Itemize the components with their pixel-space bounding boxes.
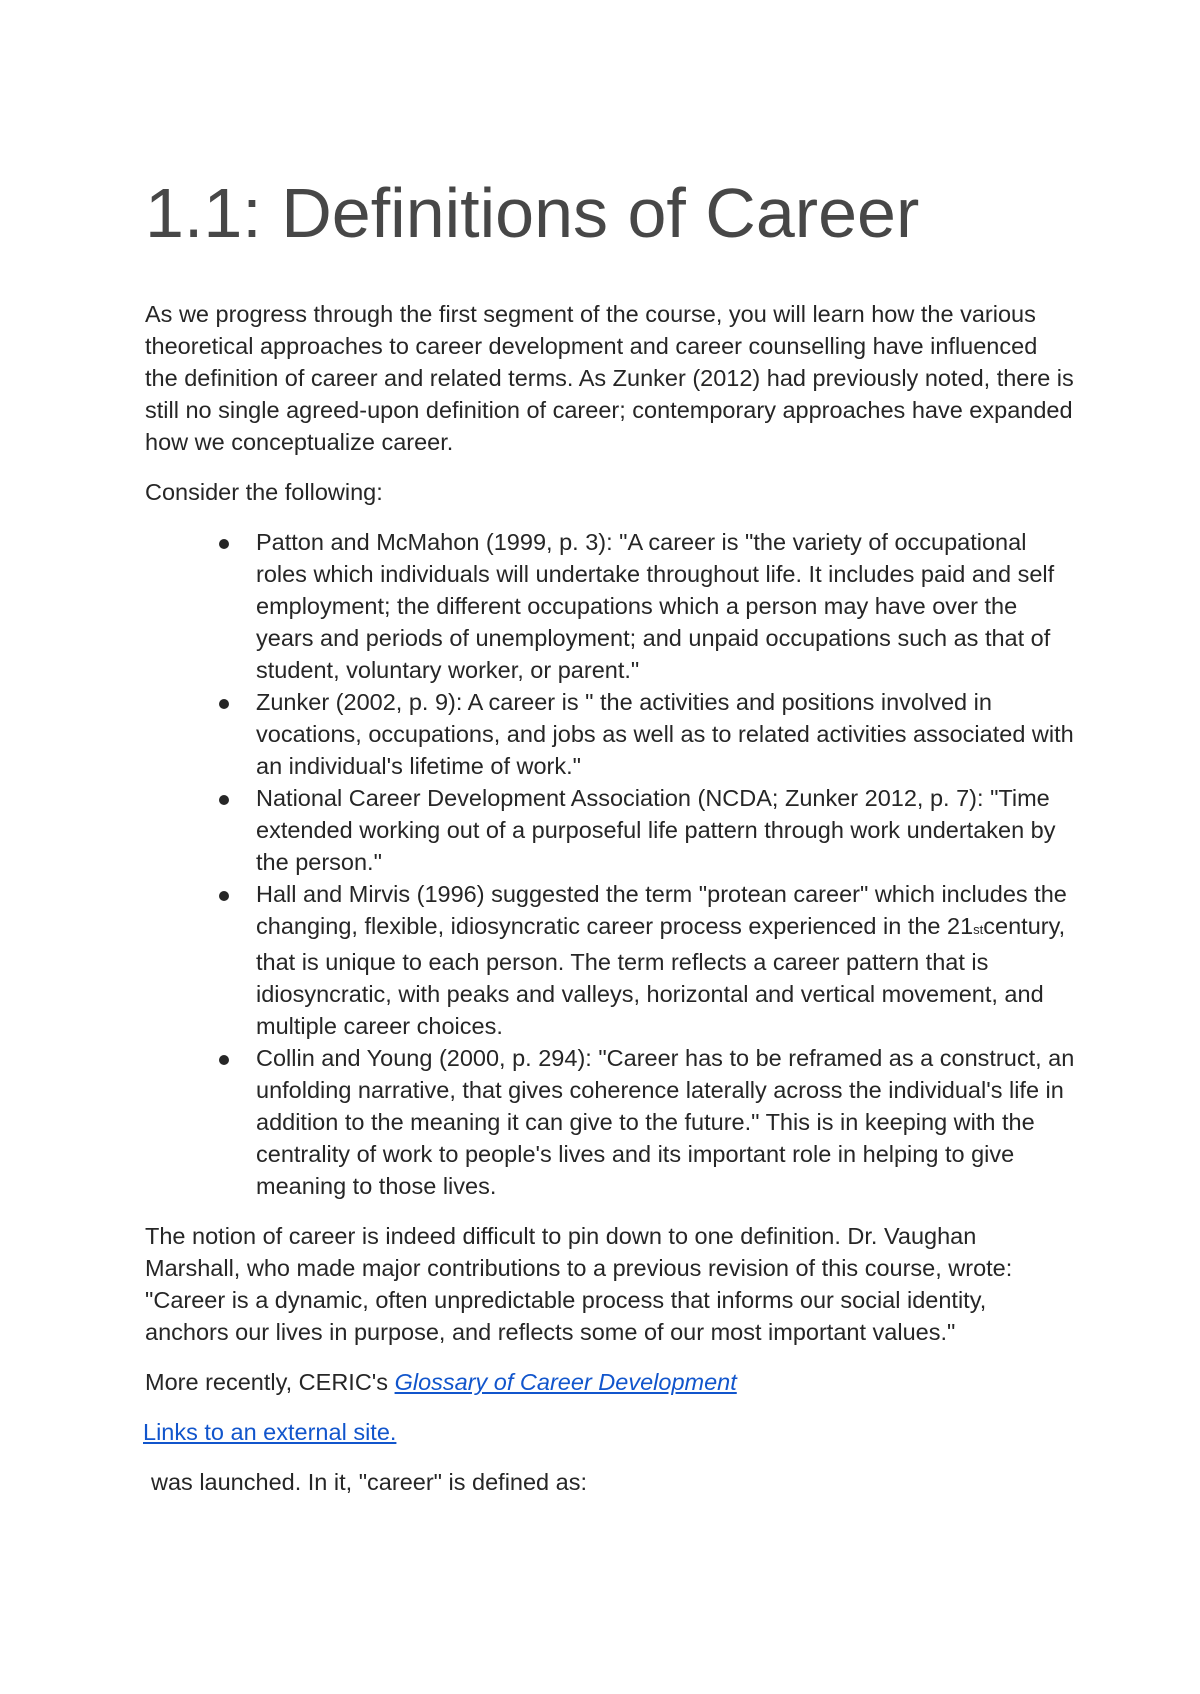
- list-item-collin: [256, 1042, 1075, 1202]
- launched-paragraph: was launched. In it, "career" is defined as:: [151, 1469, 588, 1495]
- list-item-text: Patton and McMahon (1999, p. 3): "A career is "the variety of occupational roles which individuals will undertake throughout life. It includes paid and self employment; the different occupations which a person may have over the years and periods of unemployment; and unpaid occupations such as that of student, voluntary worker, or parent.": [256, 529, 1055, 683]
- list-item-hall: [256, 878, 1075, 1042]
- list-item-patton: [256, 526, 1075, 686]
- page-title: 1.1: Definitions of Career: [145, 174, 920, 252]
- external-site-link[interactable]: Links to an external site.: [143, 1419, 397, 1445]
- recent-prefix: More recently, CERIC's: [145, 1369, 395, 1395]
- document-content: [145, 170, 1075, 1498]
- consider-paragraph: Consider the following:: [145, 479, 383, 505]
- list-item-text: Collin and Young (2000, p. 294): "Career has to be reframed as a construct, an unfolding narrative, that gives coherence laterally across the individual's life in addition to the meaning it can give to the future." This is in keeping with the centrality of work to people's lives and its important role in helping to give meaning to those lives.: [256, 1045, 1075, 1199]
- list-item-text: Hall and Mirvis (1996) suggested the term "protean career" which includes the changing, flexible, idiosyncratic career process experienced in the 21: [256, 881, 1067, 939]
- notion-paragraph: The notion of career is indeed difficult to pin down to one definition. Dr. Vaughan Marshall, who made major contributions to a previous revision of this course, wrote: "Career is a dynamic, often unpredictable process that informs our social identity, anchors our lives in purpose, and reflects some of our most important values.": [145, 1223, 1013, 1345]
- list-item-text-continued: century, that is unique to each person. The term reflects a career pattern that is idiosyncratic, with peaks and valleys, horizontal and vertical movement, and multiple career choices.: [256, 913, 1066, 1039]
- bullet-icon: [219, 1055, 229, 1065]
- external-link-paragraph: [143, 1416, 1075, 1448]
- bullet-icon: [219, 795, 229, 805]
- definitions-list: [145, 526, 1075, 1202]
- recent-paragraph: [145, 1366, 1075, 1398]
- intro-paragraph: As we progress through the first segment of the course, you will learn how the various theoretical approaches to career development and career counselling have influenced the definition of career and related terms. As Zunker (2012) had previously noted, there is still no single agreed-upon definition of career; contemporary approaches have expanded how we conceptualize career.: [145, 301, 1074, 455]
- list-item-text: Zunker (2002, p. 9): A career is " the activities and positions involved in vocations, occupations, and jobs as well as to related activities associated with an individual's lifetime of work.": [256, 689, 1074, 779]
- bullet-icon: [219, 891, 229, 901]
- bullet-icon: [219, 699, 229, 709]
- superscript-st: st: [973, 922, 984, 937]
- glossary-link[interactable]: Glossary of Career Development: [394, 1369, 737, 1395]
- list-item-text: National Career Development Association (NCDA; Zunker 2012, p. 7): "Time extended working out of a purposeful life pattern through work undertaken by the person.": [256, 785, 1056, 875]
- list-item-ncda: [256, 782, 1075, 878]
- bullet-icon: [219, 539, 229, 549]
- list-item-zunker: [256, 686, 1075, 782]
